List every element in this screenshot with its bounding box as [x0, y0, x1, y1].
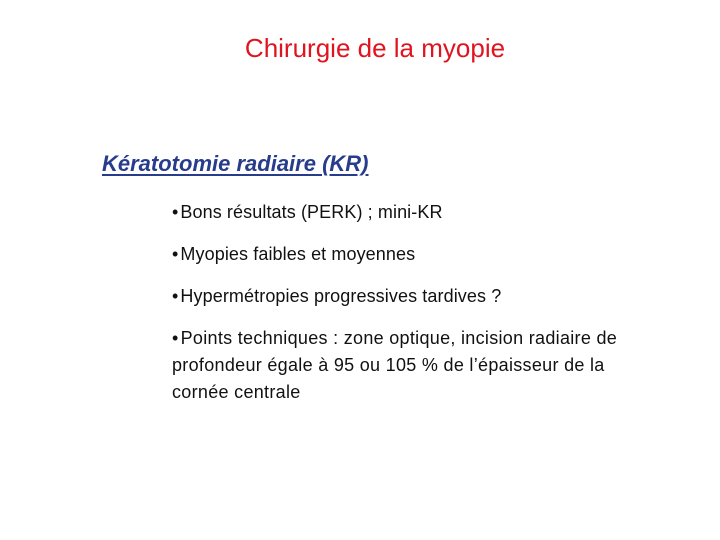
- bullet-marker: •: [172, 244, 179, 264]
- bullet-marker: •: [172, 202, 179, 222]
- bullet-item: [172, 241, 622, 267]
- bullet-item: [172, 325, 622, 406]
- bullet-marker: •: [172, 328, 179, 348]
- bullet-item: [172, 199, 622, 225]
- bullet-list: [172, 199, 622, 422]
- bullet-text: Hypermétropies progressives tardives ?: [180, 286, 502, 306]
- section-heading: Kératotomie radiaire (KR): [102, 151, 369, 176]
- bullet-marker: •: [172, 286, 179, 306]
- bullet-text: Points techniques : zone optique, incision radiaire de profondeur égale à 95 ou 105 % de l’épaisseur de la cornée centrale: [172, 328, 618, 402]
- bullet-item: [172, 283, 622, 309]
- bullet-text: Bons résultats (PERK) ; mini-KR: [180, 202, 443, 222]
- bullet-text: Myopies faibles et moyennes: [180, 244, 416, 264]
- slide-title: Chirurgie de la myopie: [244, 33, 506, 63]
